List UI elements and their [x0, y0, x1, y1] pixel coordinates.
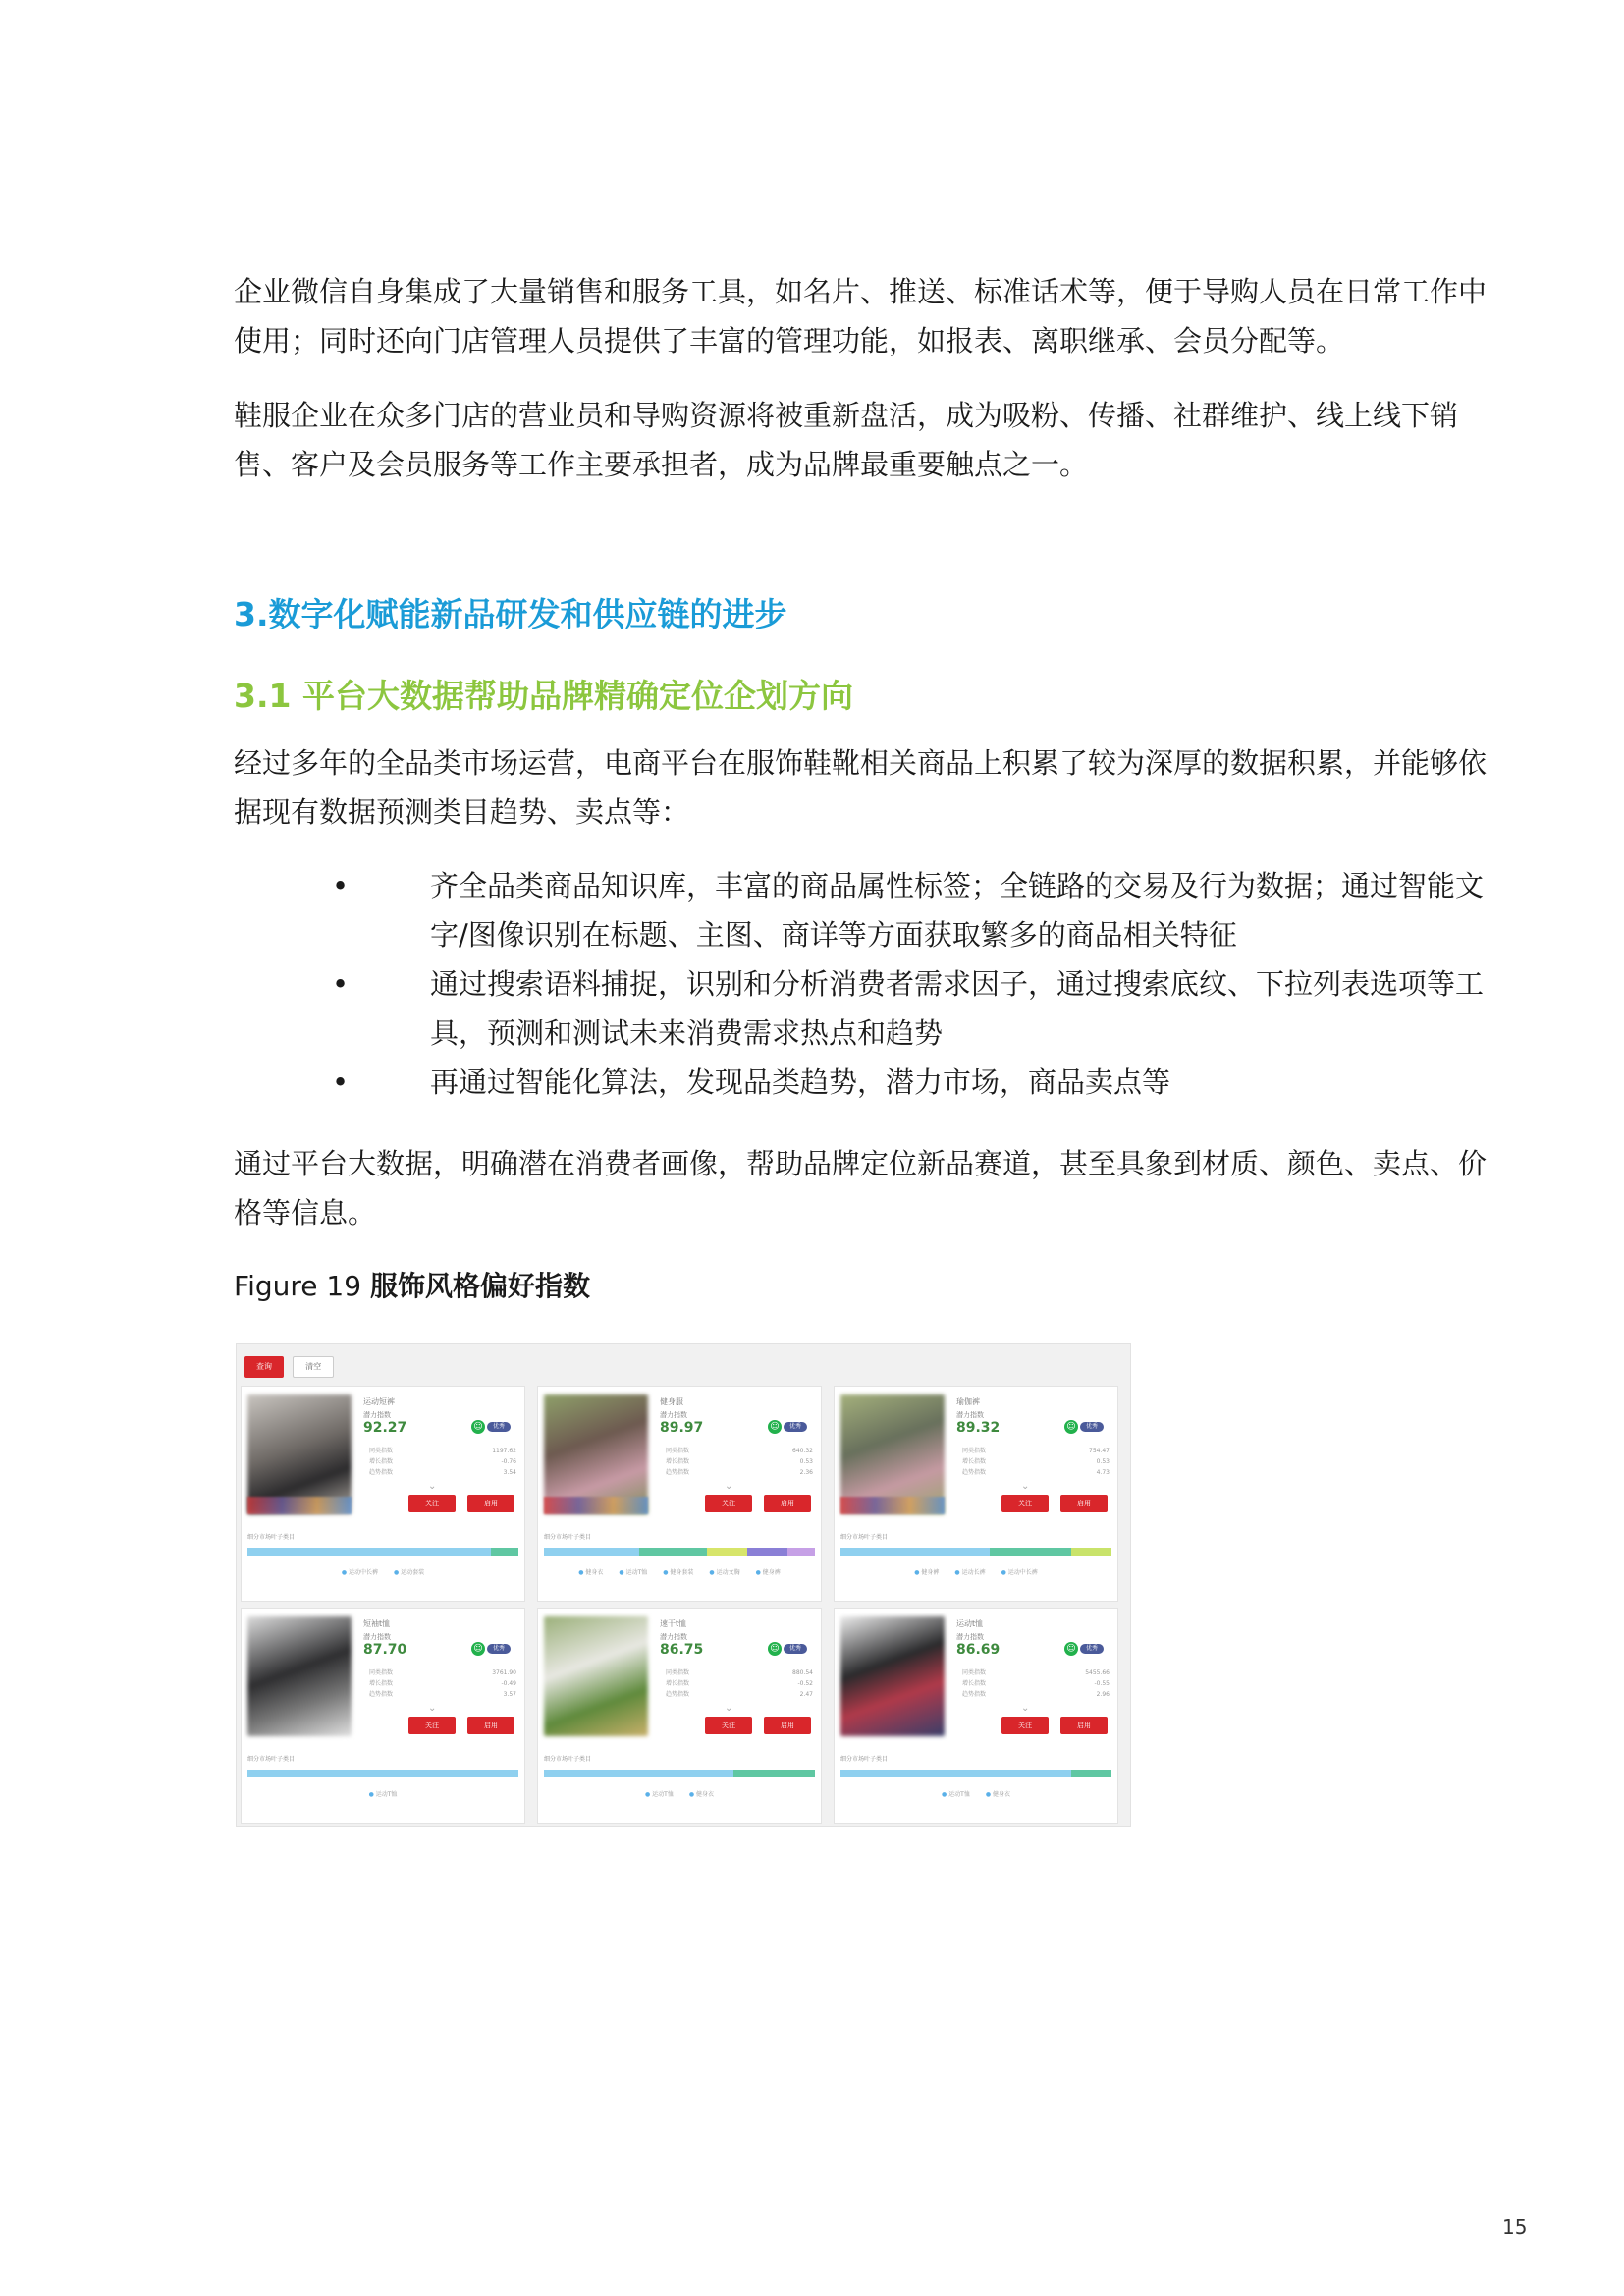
- figure-label: Figure 19: [234, 1270, 362, 1302]
- paragraph-platform-data: 经过多年的全品类市场运营，电商平台在服饰鞋靴相关商品上积累了较为深厚的数据积累，并能够依据现有数据预测类目趋势、卖点等：: [234, 746, 1488, 829]
- follow-button[interactable]: 关注: [705, 1717, 752, 1734]
- bullet-icon: •: [332, 1066, 350, 1099]
- bullet-item: • 齐全品类商品知识库，丰富的商品属性标签；全链路的交易及行为数据；通过智能文字/图像识别在标题、主图、商详等方面获取繁多的商品相关特征: [234, 861, 1510, 959]
- segment-legend: ● 健身衣● 运动T恤● 健身套装● 运动文胸● 健身裤: [544, 1567, 815, 1576]
- smile-icon: ☺: [1064, 1642, 1078, 1656]
- potential-score: 89.32: [956, 1420, 1001, 1436]
- apply-button[interactable]: 启用: [1060, 1717, 1108, 1734]
- status-badge: ☺ 优秀: [768, 1416, 807, 1428]
- apply-button[interactable]: 启用: [467, 1495, 514, 1512]
- product-thumbnail: [544, 1616, 648, 1736]
- figure-toolbar: [244, 1354, 334, 1376]
- smile-icon: ☺: [471, 1420, 485, 1434]
- follow-button[interactable]: 关注: [705, 1495, 752, 1512]
- segment-bar: [247, 1548, 518, 1556]
- product-name: 运动短裤: [363, 1397, 395, 1406]
- follow-button[interactable]: 关注: [1001, 1495, 1049, 1512]
- status-badge: ☺ 优秀: [768, 1638, 807, 1650]
- segment-title: 细分市场叶子类目: [544, 1756, 592, 1763]
- segment-legend: ● 运动T恤● 健身衣: [840, 1789, 1111, 1798]
- bullet-icon: •: [332, 967, 350, 1001]
- product-card: [537, 1608, 822, 1824]
- metrics-list: 同类指数 3761.90 增长指数 -0.49 趋势指数 3.57: [369, 1669, 516, 1698]
- segment-legend: ● 运动T恤: [247, 1789, 518, 1798]
- thumbnail-strip: [544, 1497, 648, 1514]
- product-card: [241, 1386, 525, 1602]
- apply-button[interactable]: 启用: [1060, 1495, 1108, 1512]
- segment-bar: [840, 1548, 1111, 1556]
- segment-legend: ● 运动T恤● 健身衣: [544, 1789, 815, 1798]
- chevron-down-icon[interactable]: ⌄: [1021, 1703, 1030, 1714]
- product-card: [537, 1386, 822, 1602]
- potential-label: 潜力指数: [363, 1633, 391, 1641]
- clear-button[interactable]: 清空: [293, 1356, 334, 1378]
- potential-label: 潜力指数: [956, 1411, 984, 1419]
- segment-title: 细分市场叶子类目: [840, 1534, 889, 1541]
- metrics-list: 同类指数 1197.62 增长指数 -0.76 趋势指数 3.54: [369, 1448, 516, 1476]
- potential-score: 92.27: [363, 1420, 407, 1436]
- segment-bar: [247, 1770, 518, 1777]
- follow-button[interactable]: 关注: [408, 1495, 456, 1512]
- paragraph-consumer-profile: 通过平台大数据，明确潜在消费者画像，帮助品牌定位新品赛道，甚至具象到材质、颜色、卖点、价格等信息。: [234, 1147, 1488, 1230]
- thumbnail-strip: [247, 1497, 352, 1514]
- potential-score: 86.75: [660, 1642, 704, 1658]
- product-name: 健身服: [660, 1397, 683, 1406]
- status-badge: ☺ 优秀: [1064, 1416, 1104, 1428]
- segment-bar: [544, 1548, 815, 1556]
- section-heading: 3.数字化赋能新品研发和供应链的进步: [234, 595, 787, 633]
- query-button[interactable]: 查询: [244, 1356, 284, 1378]
- product-card: [834, 1608, 1118, 1824]
- potential-label: 潜力指数: [363, 1411, 391, 1419]
- segment-legend: ● 运动中长裤● 运动套装: [247, 1567, 518, 1576]
- product-name: 瑜伽裤: [956, 1397, 980, 1406]
- chevron-down-icon[interactable]: ⌄: [428, 1703, 437, 1714]
- figure-screenshot: [236, 1343, 1131, 1827]
- product-name: 短袖t恤: [363, 1619, 391, 1628]
- segment-title: 细分市场叶子类目: [544, 1534, 592, 1541]
- figure-title: 服饰风格偏好指数: [369, 1270, 590, 1302]
- status-badge: ☺ 优秀: [471, 1638, 511, 1650]
- potential-label: 潜力指数: [956, 1633, 984, 1641]
- bullet-item: • 再通过智能化算法，发现品类趋势，潜力市场，商品卖点等: [234, 1058, 1510, 1107]
- bullet-list: [234, 861, 1510, 1107]
- status-badge: ☺ 优秀: [1064, 1638, 1104, 1650]
- bullet-item: • 通过搜索语料捕捉，识别和分析消费者需求因子，通过搜索底纹、下拉列表选项等工具，预测和测试未来消费需求热点和趋势: [234, 959, 1510, 1058]
- potential-label: 潜力指数: [660, 1411, 687, 1419]
- smile-icon: ☺: [1064, 1420, 1078, 1434]
- potential-score: 87.70: [363, 1642, 407, 1658]
- bullet-icon: •: [332, 869, 350, 902]
- segment-legend: ● 健身裤● 运动长裤● 运动中长裤: [840, 1567, 1111, 1576]
- segment-title: 细分市场叶子类目: [247, 1534, 296, 1541]
- metrics-list: 同类指数 880.54 增长指数 -0.52 趋势指数 2.47: [666, 1669, 813, 1698]
- apply-button[interactable]: 启用: [764, 1717, 811, 1734]
- product-thumbnail: [840, 1616, 945, 1736]
- product-thumbnail: [247, 1616, 352, 1736]
- potential-score: 86.69: [956, 1642, 1001, 1658]
- product-card: [241, 1608, 525, 1824]
- potential-score: 89.97: [660, 1420, 704, 1436]
- apply-button[interactable]: 启用: [467, 1717, 514, 1734]
- follow-button[interactable]: 关注: [408, 1717, 456, 1734]
- segment-bar: [840, 1770, 1111, 1777]
- smile-icon: ☺: [471, 1642, 485, 1656]
- apply-button[interactable]: 启用: [764, 1495, 811, 1512]
- smile-icon: ☺: [768, 1420, 782, 1434]
- chevron-down-icon[interactable]: ⌄: [725, 1703, 733, 1714]
- metrics-list: 同类指数 640.32 增长指数 0.53 趋势指数 2.36: [666, 1448, 813, 1476]
- metrics-list: 同类指数 754.47 增长指数 0.53 趋势指数 4.73: [962, 1448, 1110, 1476]
- figure-caption: [234, 1265, 590, 1304]
- segment-bar: [544, 1770, 815, 1777]
- metrics-list: 同类指数 5455.66 增长指数 -0.55 趋势指数 2.96: [962, 1669, 1110, 1698]
- chevron-down-icon[interactable]: ⌄: [428, 1481, 437, 1492]
- product-card: [834, 1386, 1118, 1602]
- page-number: 15: [1502, 2215, 1528, 2239]
- potential-label: 潜力指数: [660, 1633, 687, 1641]
- follow-button[interactable]: 关注: [1001, 1717, 1049, 1734]
- segment-title: 细分市场叶子类目: [840, 1756, 889, 1763]
- paragraph-enterprise-wechat: 企业微信自身集成了大量销售和服务工具，如名片、推送、标准话术等，便于导购人员在日常工作中使用；同时还向门店管理人员提供了丰富的管理功能，如报表、离职继承、会员分配等。: [234, 275, 1488, 357]
- product-name: 速干t恤: [660, 1619, 687, 1628]
- smile-icon: ☺: [768, 1642, 782, 1656]
- segment-title: 细分市场叶子类目: [247, 1756, 296, 1763]
- thumbnail-strip: [840, 1497, 945, 1514]
- paragraph-store-staff: 鞋服企业在众多门店的营业员和导购资源将被重新盘活，成为吸粉、传播、社群维护、线上线下销售、客户及会员服务等工作主要承担者，成为品牌最重要触点之一。: [234, 399, 1459, 481]
- product-name: 运动t恤: [956, 1619, 984, 1628]
- subsection-heading: 3.1 平台大数据帮助品牌精确定位企划方向: [234, 677, 853, 715]
- status-badge: ☺ 优秀: [471, 1416, 511, 1428]
- chevron-down-icon[interactable]: ⌄: [725, 1481, 733, 1492]
- chevron-down-icon[interactable]: ⌄: [1021, 1481, 1030, 1492]
